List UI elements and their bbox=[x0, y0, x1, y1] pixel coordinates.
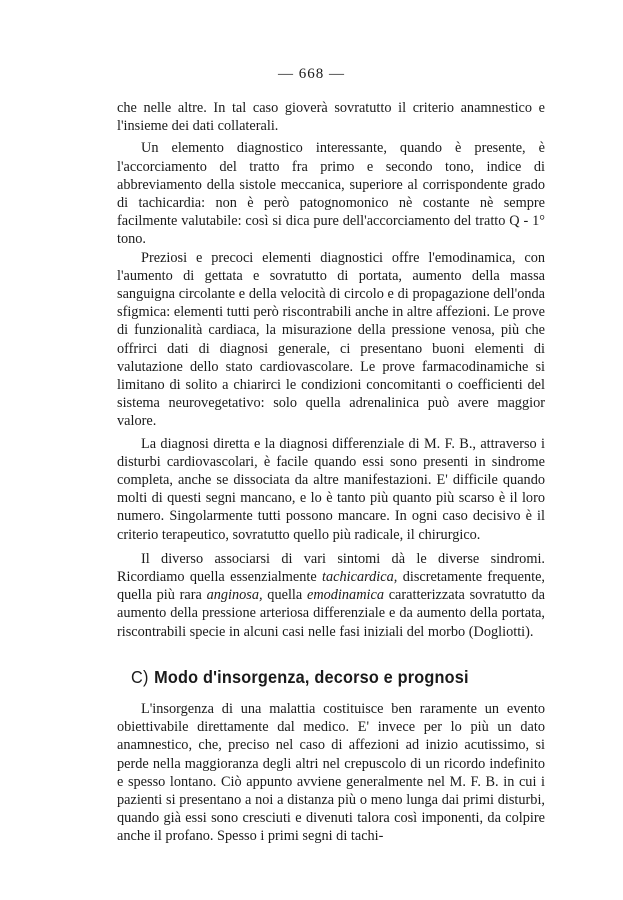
paragraph-syndromes bbox=[117, 550, 545, 641]
section-heading bbox=[131, 667, 516, 688]
section-title: Modo d'insorgenza, decorso e prognosi bbox=[154, 666, 469, 687]
page-body bbox=[117, 99, 545, 846]
italic-term-tachicardica: tachicardica, bbox=[322, 569, 398, 586]
text-run: caratterizzata sovratutto da aumento della pressione arteriosa differenziale e da aumento della portata, riscontrabili specie in alcuni casi nelle fasi iniziali del morbo (Dogliotti). bbox=[117, 587, 546, 640]
italic-term-emodinamica: emodinamica bbox=[306, 587, 384, 604]
section-letter: C) bbox=[131, 666, 149, 687]
paragraph-continuation: che nelle altre. In tal caso gioverà sovratutto il criterio anamnestico e l'insieme dei dati collaterali. bbox=[117, 100, 545, 135]
paragraph-onset: L'insorgenza di una malattia costituisce ben raramente un evento obiettivabile direttamente dal medico. E' invece per lo più un dato anamnestico, che, preciso nel caso di affezioni ad inizio acutissimo, si perde nella maggioranza degli altri nel crepuscolo di un ricordo indefinito e spesso lontano. Ciò appunto avviene generalmente nel M. F. B. in cui i pazienti si presentano a noi a distanza più o meno lunga dai primi disturbi, quando già essi sono cresciuti e divenuti talora così imponenti, da colpire anche il profano. Spesso i primi segni di tachi- bbox=[117, 700, 545, 845]
italic-term-anginosa: anginosa, bbox=[206, 587, 263, 604]
text-run: quella bbox=[262, 587, 307, 604]
paragraph-differential-diagnosis: La diagnosi diretta e la diagnosi differenziale di M. F. B., attraverso i disturbi cardiovascolari, è facile quando essi sono presenti in sindrome completa, anche se dissociata da altre manifestazioni. E' difficile quando molti di questi segni mancano, e lo è tanto più quanto più scarso è il loro numero. Singolarmente tutti possono mancare. In ogni caso decisivo è il criterio terapeutico, sovratutto quello più radicale, il chirurgico. bbox=[117, 435, 545, 543]
paragraph-diagnostic-element: Un elemento diagnostico interessante, quando è presente, è l'accorciamento del tratto fra primo e secondo tono, indice di abbreviamento della sistole meccanica, superiore al corrispondente grado di tachicardia: non è però patognomonico nè costante nè sempre facilmente valutabile: così si dica pure dell'accorciamento del tratto Q - 1° tono. bbox=[117, 140, 545, 248]
paragraph-hemodynamics: Preziosi e precoci elementi diagnostici offre l'emodinamica, con l'aumento di gettata e sovratutto di portata, aumento della massa sanguigna circolante e della velocità di circolo e di propagazione dell'onda sfigmica: elementi tutti però riscontrabili anche in altre affezioni. Le prove di funzionalità cardiaca, la misurazione della pressione venosa, più che offrirci dati di diagnosi generale, ci presentano buoni elementi di valutazione dello stato cardiovascolare. Le prove farmacodinamiche si limitano di solito a chiarirci le condizioni concomitanti o coefficienti del sistema neurovegetativo: solo quella adrenalinica può avere maggior valore. bbox=[117, 249, 545, 430]
text-run: discretamente frequente, quella più rara bbox=[117, 569, 545, 604]
page-number: — 668 — bbox=[278, 66, 345, 82]
text-run: Il diverso associarsi di vari sintomi dà le diverse sindromi. Ricordiamo quella essenzialmente bbox=[117, 550, 545, 586]
